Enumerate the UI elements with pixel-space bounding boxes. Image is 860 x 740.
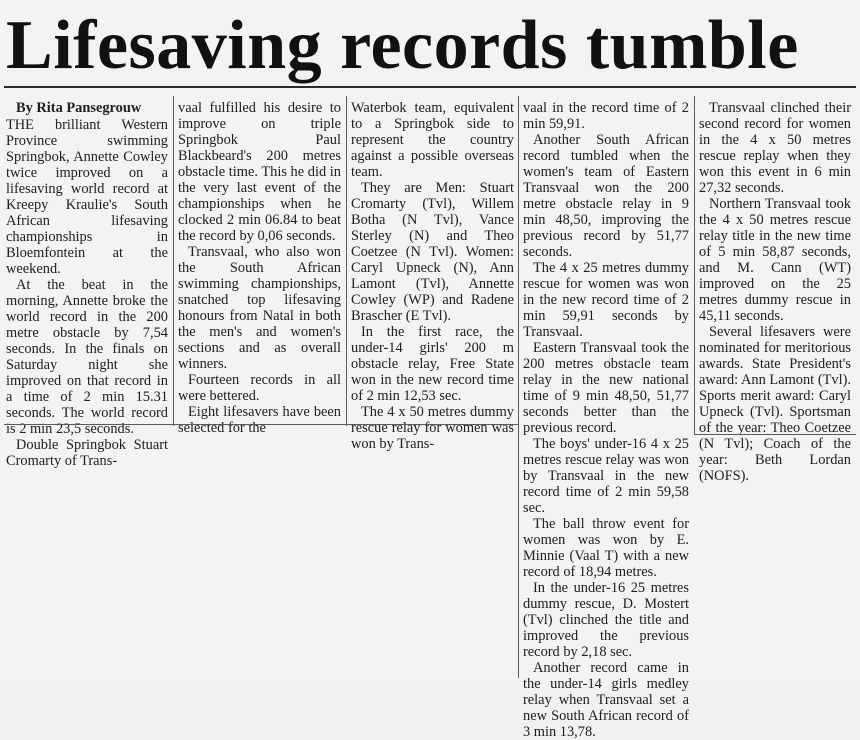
paragraph: vaal fulfilled his desire to improve on triple Springbok Paul Blackbeard's 200 metres obstacle time. This he did in the very last event of the championships when he clocked 2 min 06.84 to beat the record by 0,06 seconds.	[178, 100, 341, 244]
paragraph: Another record came in the under-14 girls medley relay when Transvaal set a new South African record of 3 min 13,78.	[523, 660, 689, 740]
paragraph: Northern Transvaal took the 4 x 50 metres rescue relay title in the new time of 5 min 58,87 seconds, and M. Cann (WT) improved on the 25 metres dummy rescue in 45,11 seconds.	[699, 196, 851, 324]
paragraph: They are Men: Stuart Cromarty (Tvl), Willem Botha (N Tvl), Vance Sterley (N) and Theo Coetzee (N Tvl). Women: Caryl Upneck (N), Ann Lamont (Tvl), Annette Cowley (WP) and Radene Brascher (E Tvl).	[351, 180, 514, 324]
headline-rule	[4, 86, 856, 88]
article-column-2	[178, 100, 341, 436]
column-divider	[173, 96, 174, 426]
paragraph: The boys' under-16 4 x 25 metres rescue relay was won by Transvaal in the new record time of 2 min 59,58 sec.	[523, 436, 689, 516]
paragraph: Another South African record tumbled when the women's team of Eastern Transvaal won the 200 metre obstacle relay in 9 min 48,50, improving the previous record by 51,77 seconds.	[523, 132, 689, 260]
paragraph: Several lifesavers were nominated for meritorious awards. State President's award: Ann Lamont (Tvl). Sports merit award: Caryl Upneck (Tvl). Sportsman of the year: Theo Coetzee (N Tvl); Coach of the year: Beth Lordan (NOFS).	[699, 324, 851, 484]
paragraph: Double Springbok Stuart Cromarty of Trans-	[6, 437, 168, 469]
paragraph: THE brilliant Western Province swimming Springbok, Annette Cowley twice improved on a lifesaving world record at Kreepy Kraulie's South African lifesaving championships in Bloemfontein at the weekend.	[6, 117, 168, 277]
paragraph: The 4 x 25 metres dummy rescue for women was won in the new record time of 2 min 59,91 seconds by Transvaal.	[523, 260, 689, 340]
paragraph: Eight lifesavers have been selected for the	[178, 404, 341, 436]
column-bottom-rule	[4, 424, 518, 425]
paragraph: Transvaal, who also won the South African swimming championships, snatched top lifesaving honours from Natal in both the men's and women's sections and as overall winners.	[178, 244, 341, 372]
byline: By Rita Pansegrouw	[16, 100, 142, 116]
paragraph: Transvaal clinched their second record for women in the 4 x 50 metres rescue replay when they won this event in 6 min 27,32 seconds.	[699, 100, 851, 196]
paragraph: In the first race, the under-14 girls' 200 m obstacle relay, Free State won in the new record time of 2 min 12,53 sec.	[351, 324, 514, 404]
paragraph: vaal in the record time of 2 min 59,91.	[523, 100, 689, 132]
column-bottom-rule	[694, 434, 856, 435]
article-column-5	[699, 100, 851, 484]
headline: Lifesaving records tumble	[6, 7, 799, 84]
column-divider	[346, 96, 347, 426]
column-divider	[518, 96, 519, 678]
paragraph: In the under-16 25 metres dummy rescue, D. Mostert (Tvl) clinched the title and improved the previous record by 2,18 sec.	[523, 580, 689, 660]
article-column-1	[6, 100, 168, 469]
paragraph: At the beat in the morning, Annette broke the world record in the 200 metre obstacle by 7,54 seconds. In the finals on Saturday night she improved on that record in a time of 2 min 15.31 seconds. The world record is 2 min 23,5 seconds.	[6, 277, 168, 437]
paragraph: The 4 x 50 metres dummy rescue relay for women was won by Trans-	[351, 404, 514, 452]
paragraph: The ball throw event for women was won by E. Minnie (Vaal T) with a new record of 18,94 metres.	[523, 516, 689, 580]
paragraph: Waterbok team, equivalent to a Springbok side to represent the country against a possible overseas team.	[351, 100, 514, 180]
article-column-3	[351, 100, 514, 452]
article-column-4	[523, 100, 689, 740]
paragraph: Eastern Transvaal took the 200 metres obstacle team relay in the new national time of 9 min 48,50, 51,77 seconds better than the previous record.	[523, 340, 689, 436]
column-divider	[694, 96, 695, 434]
paragraph: Fourteen records in all were bettered.	[178, 372, 341, 404]
